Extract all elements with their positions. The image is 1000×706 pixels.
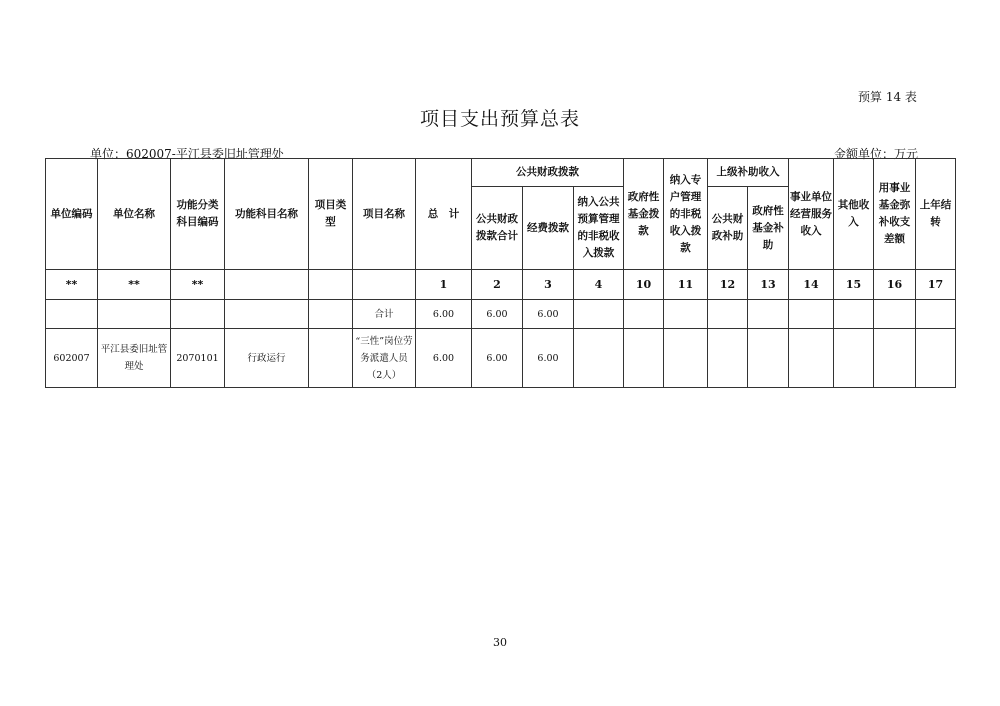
empty-cell: [748, 300, 789, 329]
unit-name-cell: 平江县委旧址管理处: [98, 329, 171, 388]
func-name-cell: 行政运行: [225, 329, 309, 388]
col-func-name: 功能科目名称: [225, 159, 309, 270]
index-cell: 15: [834, 270, 874, 300]
index-cell: 4: [574, 270, 624, 300]
col-pf-total: 公共财政拨款合计: [472, 187, 523, 270]
col-business: 事业单位经营服务收入: [789, 159, 834, 270]
index-cell: [225, 270, 309, 300]
index-cell: **: [171, 270, 225, 300]
empty-cell: [664, 329, 708, 388]
index-cell: [353, 270, 416, 300]
table-row: [46, 329, 956, 388]
col-pf-nontax: 纳入公共预算管理的非税收入拨款: [574, 187, 624, 270]
empty-cell: [624, 300, 664, 329]
index-cell: 3: [523, 270, 574, 300]
page-number: 30: [493, 636, 507, 649]
col-superior-group: 上级补助收入: [708, 159, 789, 187]
header-row-1: [46, 159, 956, 187]
empty-cell: [748, 329, 789, 388]
col-func-code: 功能分类科目编码: [171, 159, 225, 270]
empty-cell: [574, 300, 624, 329]
col-unit-code: 单位编码: [46, 159, 98, 270]
index-cell: 10: [624, 270, 664, 300]
col-gov-fund: 政府性基金拨款: [624, 159, 664, 270]
empty-cell: [225, 300, 309, 329]
empty-cell: [834, 329, 874, 388]
empty-cell: [789, 329, 834, 388]
empty-cell: [834, 300, 874, 329]
index-cell: 14: [789, 270, 834, 300]
total-cell: 6.00: [416, 329, 472, 388]
unit-label: 单位：602007-平江县委旧址管理处: [90, 147, 284, 161]
col-public-finance-group: 公共财政拨款: [472, 159, 624, 187]
total-row: [46, 300, 956, 329]
col-proj-type: 项目类型: [309, 159, 353, 270]
pf-funds-cell: 6.00: [523, 329, 574, 388]
index-cell: 17: [916, 270, 956, 300]
col-carryover: 上年结转: [916, 159, 956, 270]
col-unit-name: 单位名称: [98, 159, 171, 270]
index-cell: 12: [708, 270, 748, 300]
func-code-cell: 2070101: [171, 329, 225, 388]
unit-code-cell: 602007: [46, 329, 98, 388]
form-number: 预算 14 表: [858, 90, 917, 104]
empty-cell: [664, 300, 708, 329]
index-cell: [309, 270, 353, 300]
col-special-nontax: 纳入专户管理的非税收入拨款: [664, 159, 708, 270]
empty-cell: [874, 329, 916, 388]
empty-cell: [98, 300, 171, 329]
col-other: 其他收入: [834, 159, 874, 270]
empty-cell: [916, 329, 956, 388]
empty-cell: [624, 329, 664, 388]
empty-cell: [708, 300, 748, 329]
total-label: 合计: [353, 300, 416, 329]
total-pf-funds: 6.00: [523, 300, 574, 329]
index-cell: 13: [748, 270, 789, 300]
currency-unit-label: 金额单位：万元: [834, 147, 919, 161]
empty-cell: [574, 329, 624, 388]
col-total: 总 计: [416, 159, 472, 270]
index-cell: **: [46, 270, 98, 300]
index-cell: 1: [416, 270, 472, 300]
index-cell: 16: [874, 270, 916, 300]
col-pf-funds: 经费拨款: [523, 187, 574, 270]
col-proj-name: 项目名称: [353, 159, 416, 270]
budget-table: [45, 158, 956, 388]
proj-name-cell: “三性”岗位劳务派遣人员（2人）: [353, 329, 416, 388]
col-balance: 用事业基金弥补收支差额: [874, 159, 916, 270]
empty-cell: [916, 300, 956, 329]
total-pf-total: 6.00: [472, 300, 523, 329]
col-sup-gov: 政府性基金补助: [748, 187, 789, 270]
proj-type-cell: [309, 329, 353, 388]
col-sup-public: 公共财政补助: [708, 187, 748, 270]
index-cell: 2: [472, 270, 523, 300]
empty-cell: [789, 300, 834, 329]
empty-cell: [171, 300, 225, 329]
index-cell: **: [98, 270, 171, 300]
pf-total-cell: 6.00: [472, 329, 523, 388]
total-amount: 6.00: [416, 300, 472, 329]
index-row: [46, 270, 956, 300]
page-title: 项目支出预算总表: [419, 108, 580, 130]
empty-cell: [309, 300, 353, 329]
empty-cell: [874, 300, 916, 329]
empty-cell: [46, 300, 98, 329]
empty-cell: [708, 329, 748, 388]
index-cell: 11: [664, 270, 708, 300]
